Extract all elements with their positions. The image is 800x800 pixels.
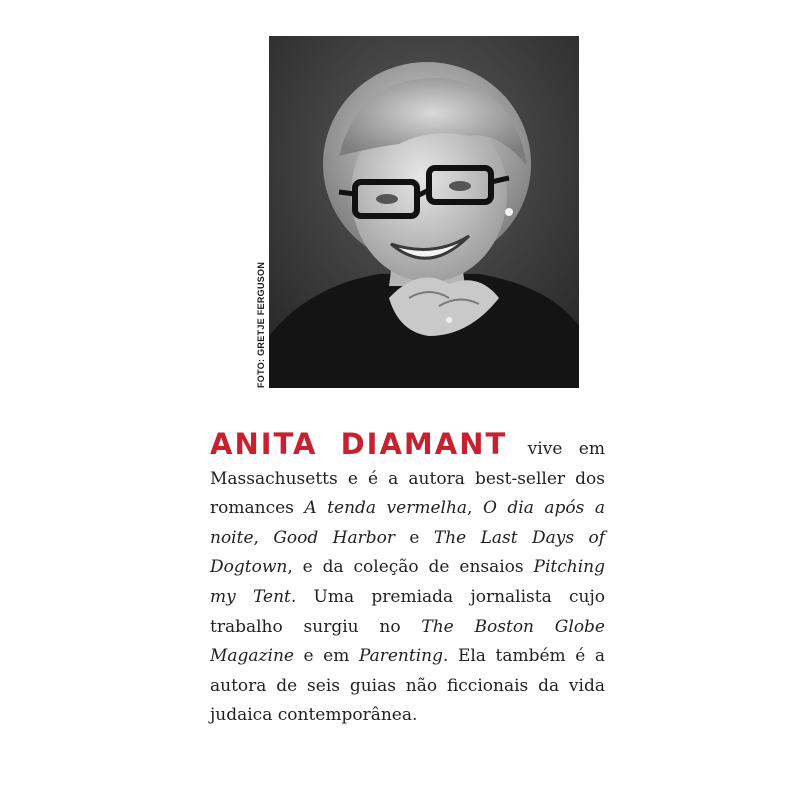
publication-title: Parenting <box>358 646 443 667</box>
book-title: O dia após a noite <box>210 498 606 548</box>
author-bio: ANITA DIAMANT vive em Massachusetts e é a autora best-seller dos romances A tenda vermelha, O dia após a noite, Good Harbor e The Last Days of Dogtown, e da coleção de ensaios Pitching my Tent. Uma premiada jornalista cujo trabalho surgiu no The Boston Globe Magazine e em Parenting. Ela também é a autora de seis guias não ficcionais da vida judaica contemporânea. <box>210 427 606 726</box>
author-name: ANITA DIAMANT <box>210 427 508 461</box>
book-title: Good Harbor <box>273 527 395 548</box>
book-title: Pitching my Tent <box>210 557 605 607</box>
author-photo <box>269 36 579 388</box>
photo-credit: FOTO: GRETJE FERGUSON <box>256 261 266 388</box>
publication-title: The Boston Globe Magazine <box>210 616 605 667</box>
book-title: The Last Days of Dogtown <box>210 527 605 578</box>
book-title: A tenda vermelha <box>304 498 468 519</box>
